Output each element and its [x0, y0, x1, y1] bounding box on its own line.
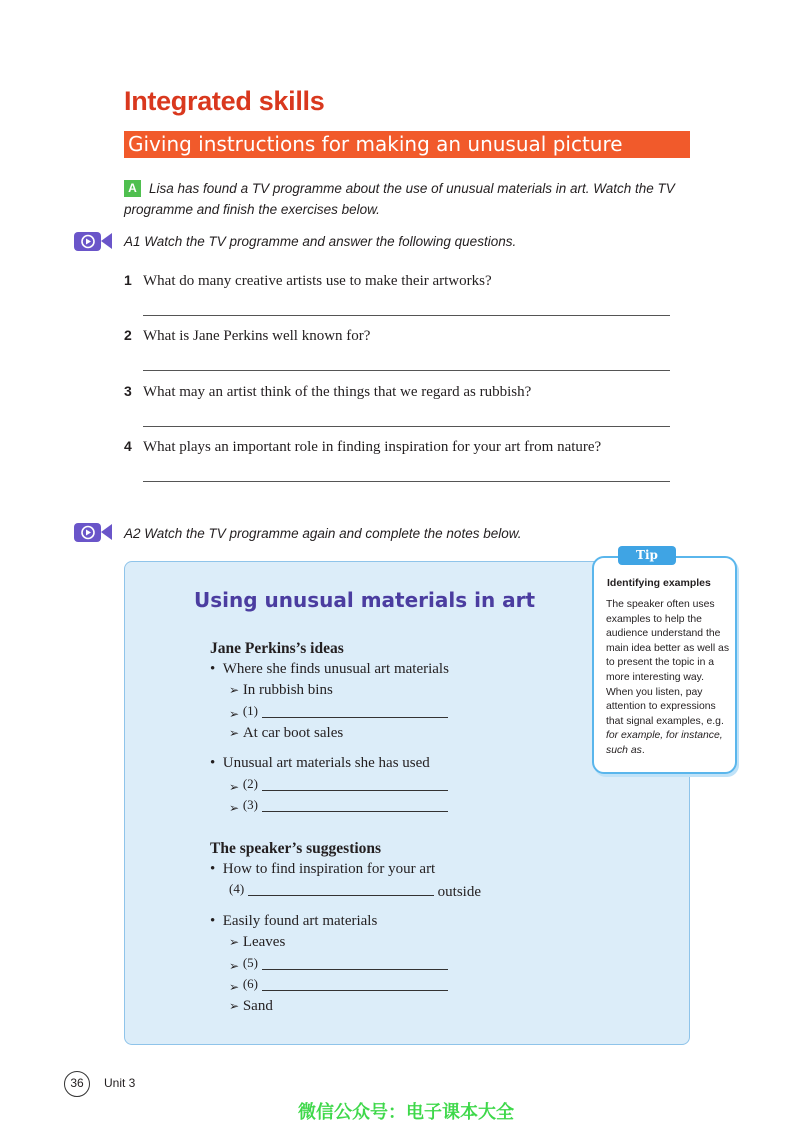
arrow-icon: ➢ — [229, 980, 240, 994]
unit-label: Unit 3 — [104, 1076, 136, 1090]
arrow-icon: ➢ — [229, 959, 240, 973]
section-title: Integrated skills — [124, 86, 325, 116]
notes-blank-1[interactable]: ➢ (1) — [229, 703, 448, 723]
arrow-icon: ➢ — [229, 801, 240, 815]
video-camera-icon — [74, 230, 112, 252]
blank-field — [262, 958, 448, 970]
tip-tab: Tip — [618, 546, 676, 565]
notes-section-heading: The speaker’s suggestions — [210, 840, 382, 857]
blank-field — [248, 884, 434, 896]
answer-line-4[interactable] — [143, 481, 670, 482]
lesson-subtitle-bar: Giving instructions for making an unusual picture — [124, 131, 690, 158]
arrow-icon: ➢ — [229, 683, 240, 697]
tip-body: The speaker often uses examples to help the audience understand the main idea better as well as to present the topic in a more interesting way. When you listen, pay attention to expressions that signal examples, e.g. for example, for instance, such as. — [606, 599, 730, 756]
notes-bullet: • Unusual art materials she has used — [210, 755, 430, 771]
blank-field — [262, 800, 448, 812]
notes-sub-item: ➢ Sand — [229, 998, 273, 1014]
notes-blank-3[interactable]: ➢ (3) — [229, 797, 448, 817]
blank-field — [262, 779, 448, 791]
notes-bullet: • Where she finds unusual art materials — [210, 661, 449, 677]
notes-blank-5[interactable]: ➢ (5) — [229, 955, 448, 975]
video-camera-icon — [74, 521, 112, 543]
answer-line-1[interactable] — [143, 315, 670, 316]
question-2: 2 What is Jane Perkins well known for? — [124, 327, 371, 344]
arrow-icon: ➢ — [229, 935, 240, 949]
notes-sub-item: ➢ In rubbish bins — [229, 682, 333, 698]
arrow-icon: ➢ — [229, 707, 240, 721]
notes-blank-2[interactable]: ➢ (2) — [229, 776, 448, 796]
arrow-icon: ➢ — [229, 726, 240, 740]
arrow-icon: ➢ — [229, 780, 240, 794]
notes-title: Using unusual materials in art — [194, 588, 536, 612]
notes-blank-4[interactable]: (4) outside — [229, 881, 482, 900]
answer-line-3[interactable] — [143, 426, 670, 427]
arrow-icon: ➢ — [229, 999, 240, 1013]
notes-section-heading: Jane Perkins’s ideas — [210, 640, 344, 657]
notes-blank-6[interactable]: ➢ (6) — [229, 976, 448, 996]
task-a2-instruction: A2 Watch the TV programme again and complete the notes below. — [124, 526, 522, 541]
tip-examples: for example, for instance, such as — [606, 730, 723, 756]
intro-text: Lisa has found a TV programme about the use of unusual materials in art. Watch the TV programme and finish the exercises below. — [124, 181, 675, 217]
notes-bullet: • How to find inspiration for your art — [210, 861, 436, 877]
answer-line-2[interactable] — [143, 370, 670, 371]
notes-sub-item: ➢ At car boot sales — [229, 725, 344, 741]
intro-paragraph — [124, 178, 704, 220]
task-a1-instruction: A1 Watch the TV programme and answer the following questions. — [124, 234, 517, 249]
watermark: 微信公众号：电子课本大全 — [298, 1102, 514, 1123]
question-1: 1 What do many creative artists use to make their artworks? — [124, 272, 492, 289]
task-a-badge: A — [124, 180, 141, 197]
blank-field — [262, 979, 448, 991]
page-number: 36 — [64, 1071, 90, 1097]
blank-field — [262, 706, 448, 718]
tip-heading: Identifying examples — [607, 577, 711, 589]
notes-sub-item: ➢ Leaves — [229, 934, 286, 950]
notes-bullet: • Easily found art materials — [210, 913, 378, 929]
question-4: 4 What plays an important role in finding inspiration for your art from nature? — [124, 438, 602, 455]
question-3: 3 What may an artist think of the things that we regard as rubbish? — [124, 383, 532, 400]
